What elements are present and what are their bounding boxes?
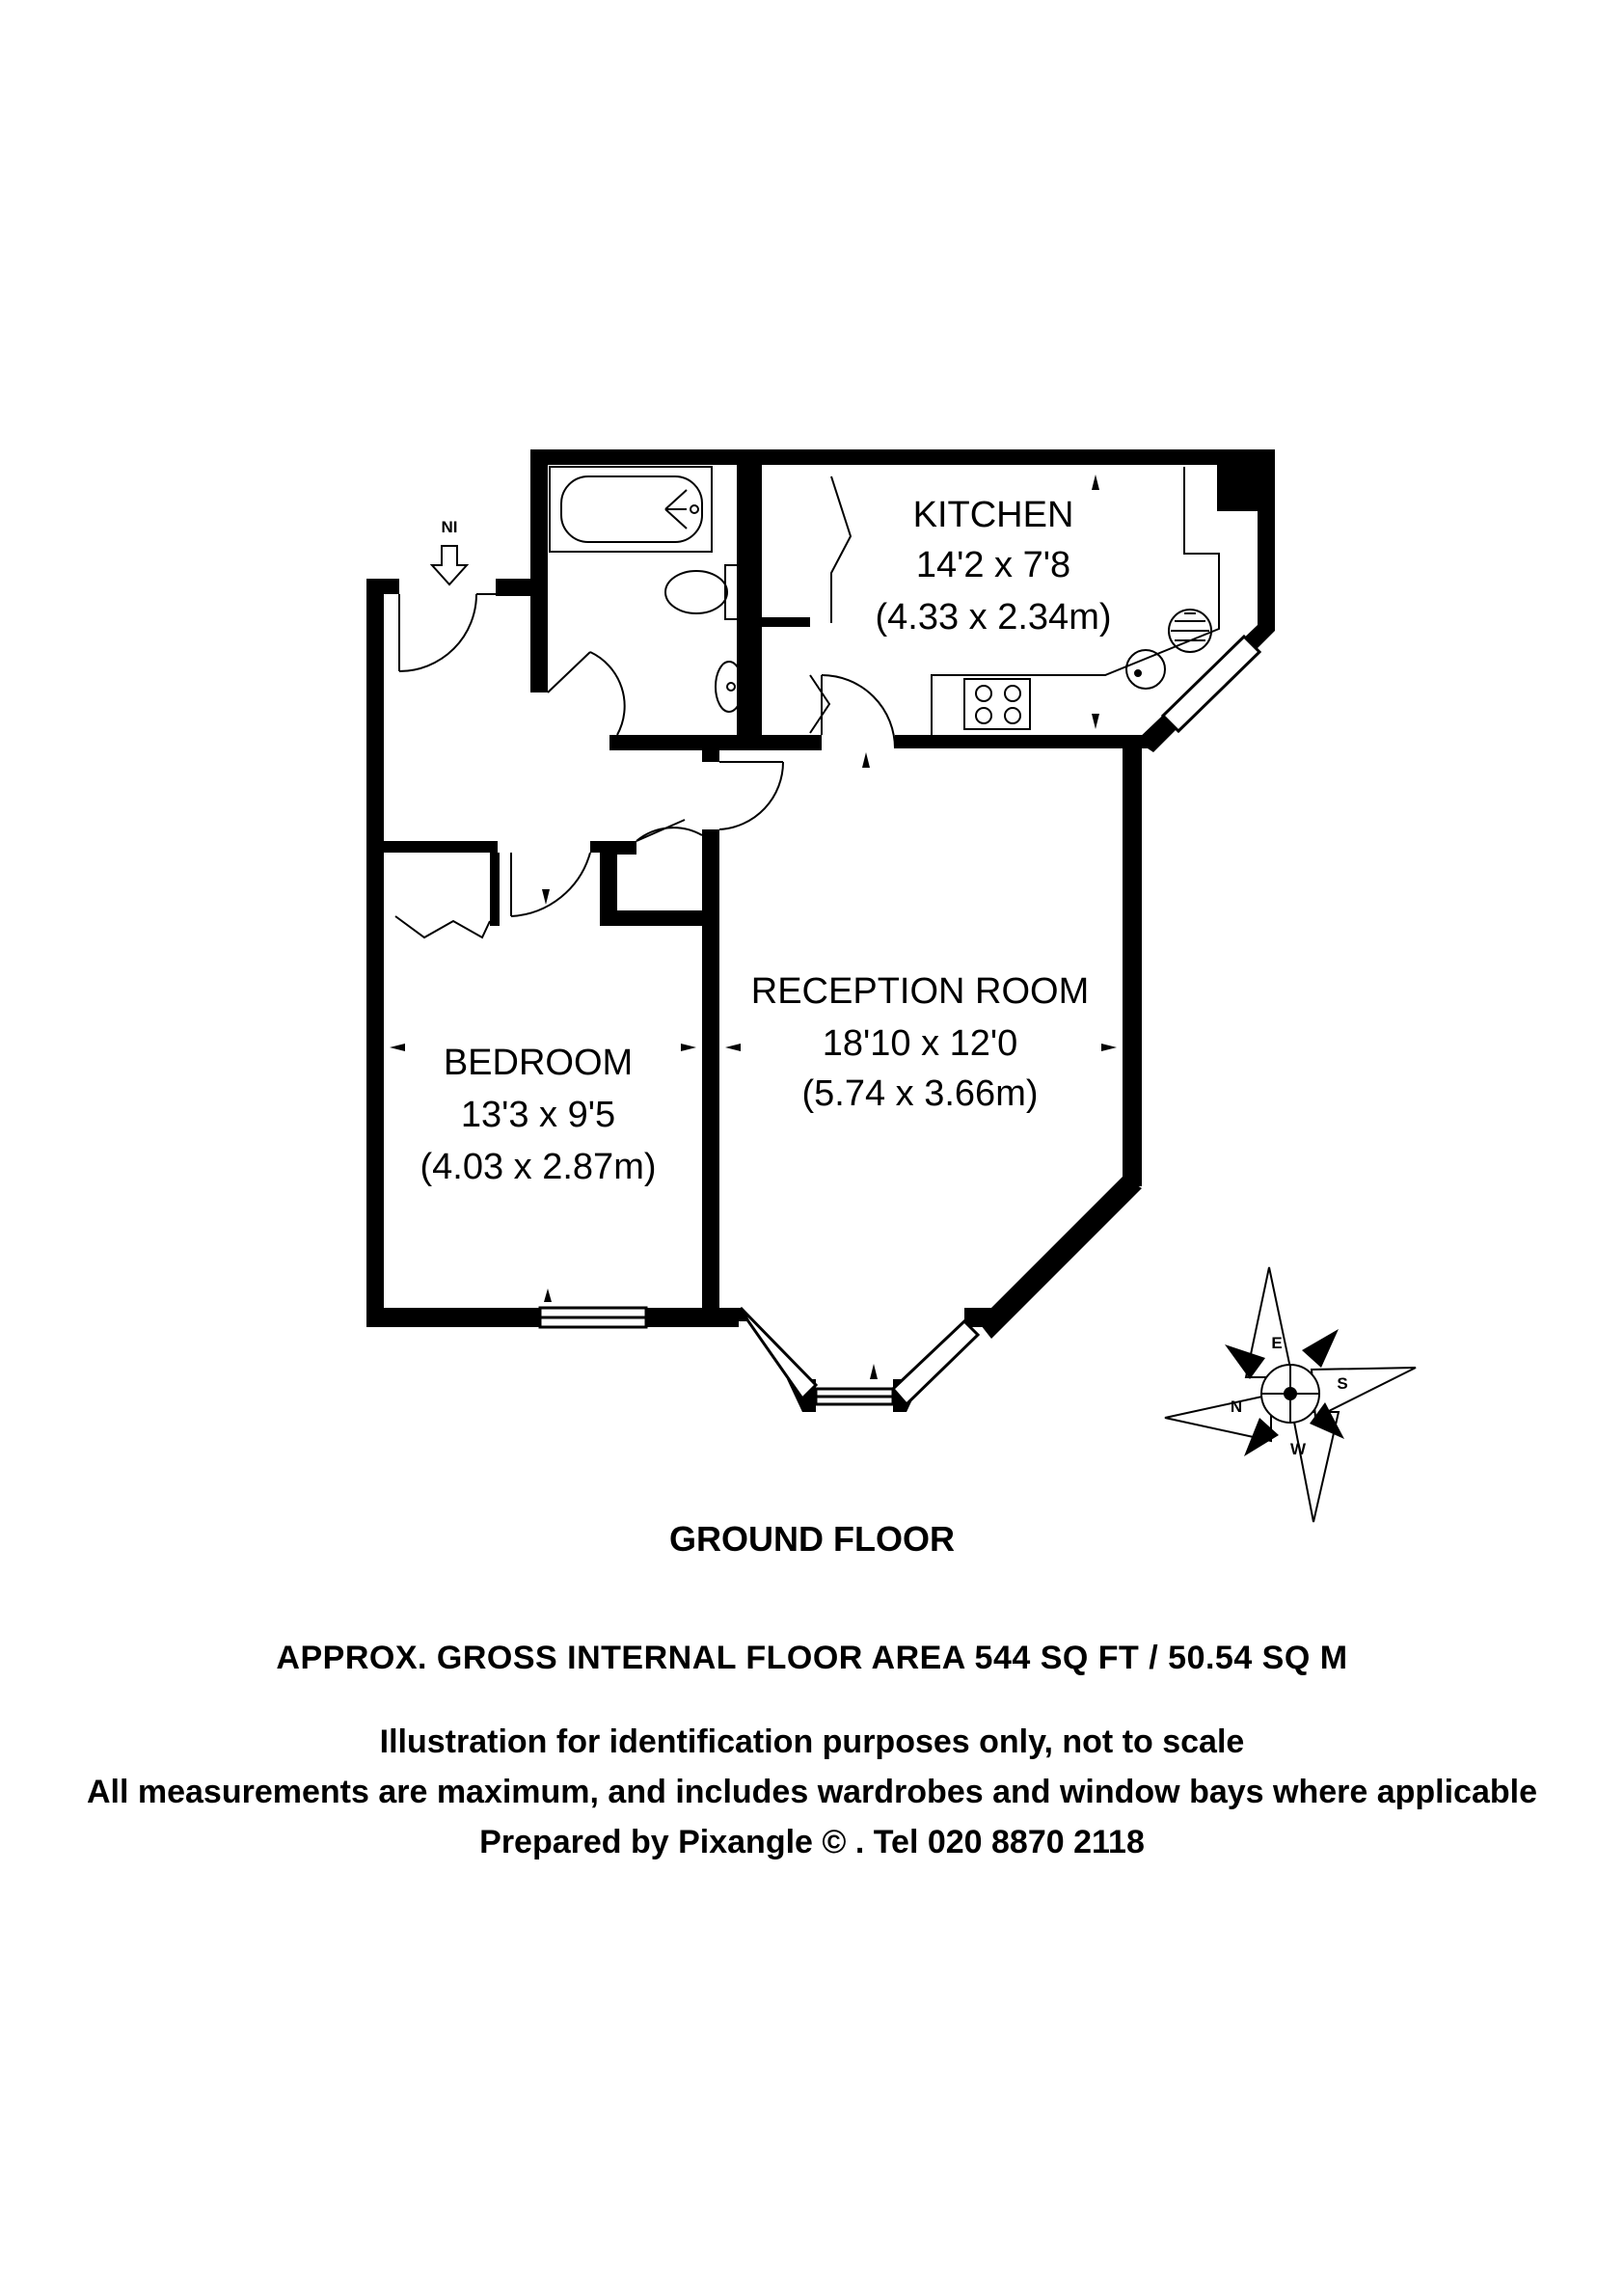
bedroom-metric: (4.03 x 2.87m) (420, 1147, 657, 1187)
room-reception (751, 971, 1089, 1114)
kitchen-name: KITCHEN (912, 495, 1074, 535)
wall-reception-right (1123, 735, 1142, 1186)
wall-hall-reception (702, 829, 719, 1317)
floor-area: APPROX. GROSS INTERNAL FLOOR AREA 544 SQ FT / 50.54 SQ M (276, 1640, 1348, 1676)
window-bay-left (741, 1308, 816, 1398)
compass-rose-icon (1165, 1267, 1416, 1522)
kitchen-metric: (4.33 x 2.34m) (875, 597, 1112, 638)
wall-bathroom-left (530, 449, 548, 692)
bedroom-imperial: 13'3 x 9'5 (460, 1095, 616, 1135)
compass-e: E (1271, 1334, 1283, 1352)
entrance-marker (432, 518, 467, 584)
credit-line: Prepared by Pixangle © . Tel 020 8870 2118 (479, 1824, 1145, 1860)
disclaimer-line-2: All measurements are maximum, and includes wardrobes and window bays where applicable (86, 1774, 1538, 1810)
wall-bath-bottom (609, 735, 822, 750)
wall-wardrobe-right (490, 853, 500, 926)
wall-top (530, 449, 1275, 465)
wall-kitchen-bottom (895, 735, 1155, 748)
door-reception (719, 762, 783, 829)
reception-imperial: 18'10 x 12'0 (822, 1023, 1018, 1064)
door-bedroom (511, 853, 590, 916)
wall-cupboard-kitchen (762, 617, 810, 627)
compass-s: S (1337, 1374, 1348, 1393)
door-kitchen (822, 675, 895, 748)
disclaimer-line-1: Illustration for identification purposes only, not to scale (379, 1724, 1245, 1760)
compass-w: W (1289, 1440, 1307, 1458)
door-wardrobe (395, 916, 490, 937)
reception-name: RECEPTION ROOM (750, 971, 1090, 1012)
entrance-label: NI (441, 518, 458, 536)
doors (395, 476, 895, 937)
hob (964, 679, 1030, 729)
drainer (1126, 650, 1165, 689)
wall-cupboard-bottom (600, 910, 719, 926)
floor-name: GROUND FLOOR (669, 1519, 955, 1559)
door-cupboard (636, 828, 702, 841)
wall-left (366, 579, 384, 1327)
compass-n: N (1230, 1398, 1243, 1416)
entrance-arrow-icon (432, 546, 467, 584)
flue-block (1217, 465, 1258, 511)
window-kitchen (1163, 637, 1259, 731)
door-kitchen-cupboard-top (831, 476, 851, 623)
bedroom-name: BEDROOM (443, 1043, 634, 1083)
door-bathroom (590, 652, 625, 735)
wall-kitchen-right (1258, 449, 1275, 631)
wall-bedroom-top (384, 841, 498, 853)
walls (366, 449, 1275, 1412)
wall-hall-seg (702, 748, 719, 762)
windows (540, 637, 1259, 1404)
door-kitchen-cupboard-bottom (810, 675, 829, 733)
toilet-bowl (665, 571, 727, 613)
reception-metric: (5.74 x 3.66m) (801, 1073, 1039, 1114)
wall-reception-diagonal (978, 1177, 1142, 1339)
wall-cupboard-top (600, 841, 636, 855)
door-entrance (399, 594, 476, 671)
room-bedroom (420, 1043, 657, 1187)
room-kitchen (876, 495, 1112, 638)
kitchen-imperial: 14'2 x 7'8 (915, 545, 1071, 585)
wall-entrance-stub (366, 579, 399, 594)
wall-bathroom-right (737, 449, 762, 739)
window-bay-right (893, 1321, 978, 1404)
